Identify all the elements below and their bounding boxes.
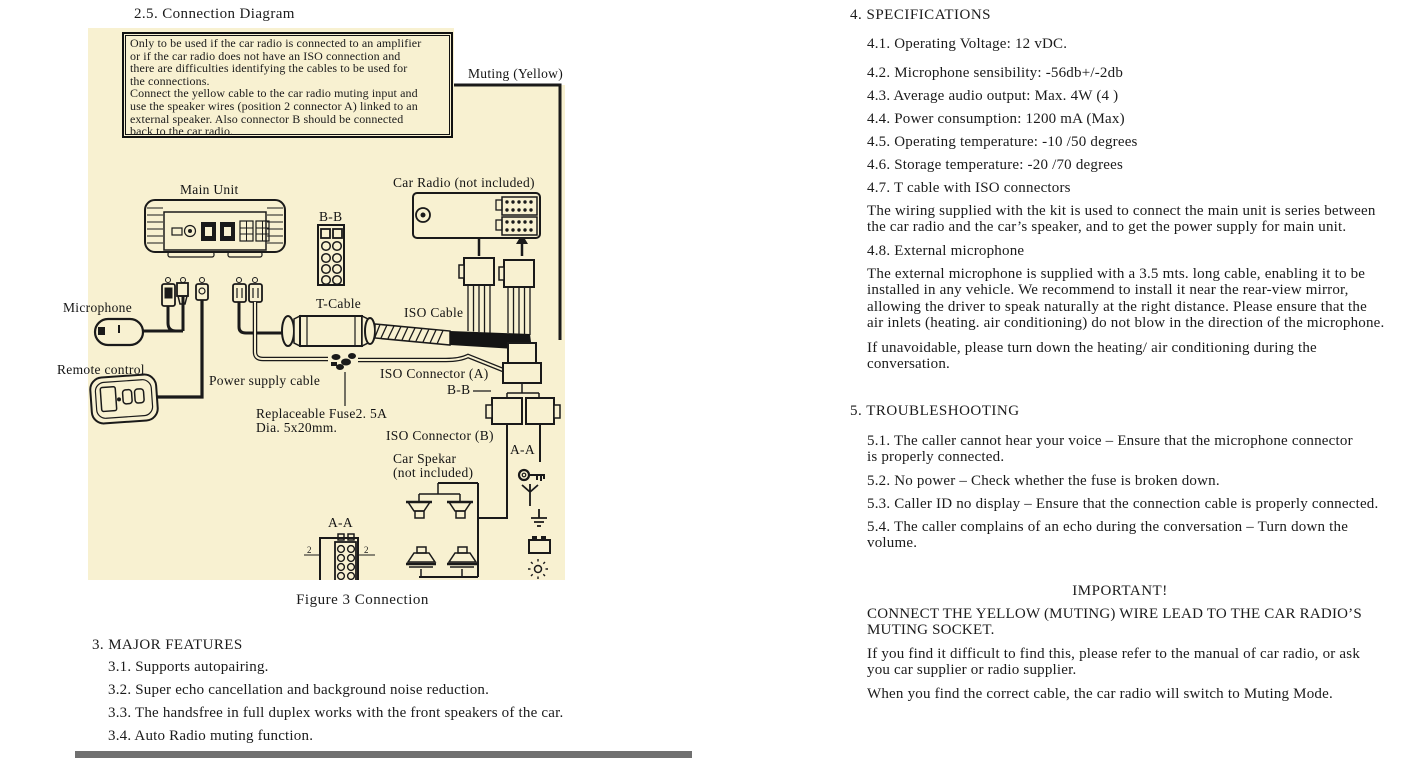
label-aa-side: A-A (510, 442, 535, 457)
specifications-title: 4. SPECIFICATIONS (850, 7, 992, 23)
feature-item: 3.4. Auto Radio muting function. (108, 728, 314, 744)
paragraph-line: The wiring supplied with the kit is used to connect the main unit is series between (867, 203, 1376, 219)
paragraph-line: the car radio and the car’s speaker, and to get the power supply for main unit. (867, 219, 1347, 236)
external-mic-paragraph (867, 266, 1385, 332)
warning-line: Only to be used if the car radio is connected to an amplifier (130, 36, 422, 50)
scan-artifact-bar (75, 751, 692, 758)
label-bb-side: B-B (447, 382, 471, 397)
paragraph-line: CONNECT THE YELLOW (MUTING) WIRE LEAD TO THE CAR RADIO’S (867, 606, 1362, 622)
label-microphone: Microphone (63, 300, 132, 315)
troubleshooting-item (867, 519, 1348, 552)
feature-item: 3.2. Super echo cancellation and background noise reduction. (108, 682, 490, 698)
label-car-radio: Car Radio (not included) (393, 175, 535, 190)
illumination-icon (528, 559, 548, 579)
label-muting-yellow: Muting (Yellow) (468, 66, 564, 81)
battery-icon (529, 536, 550, 553)
spec-item: 4.7. T cable with ISO connectors (867, 180, 1071, 196)
aa-connector-drawing (304, 534, 375, 580)
label-power-supply-cable: Power supply cable (209, 373, 321, 388)
spec-item: 4.8. External microphone (867, 243, 1025, 259)
feature-item: 3.1. Supports autopairing. (108, 659, 269, 675)
remote-control-drawing (89, 374, 158, 424)
spec-item: 4.1. Operating Voltage: 12 vDC. (867, 36, 1068, 52)
paragraph-line: volume. (867, 535, 918, 552)
label-fuse-line1: Replaceable Fuse2. 5A (256, 406, 388, 421)
bb-connector-drawing (318, 225, 344, 285)
paragraph-line: 5.4. The caller complains of an echo during the conversation – Turn down the (867, 519, 1349, 535)
important-find (867, 646, 1360, 679)
paragraph-line: MUTING SOCKET. (867, 622, 995, 639)
label-fuse-line2: Dia. 5x20mm. (256, 420, 338, 435)
warning-line: the connections. (130, 73, 210, 88)
car-speaker-drawing (406, 483, 478, 577)
troubleshooting-item (867, 433, 1353, 466)
right-column (850, 0, 1410, 758)
car-radio-drawing (413, 193, 540, 238)
paragraph-line: 5.2. No power – Check whether the fuse is broken down. (867, 473, 1220, 489)
paragraph-line: When you find the correct cable, the car radio will switch to Muting Mode. (867, 686, 1333, 702)
paragraph-line: If unavoidable, please turn down the heating/ air conditioning during the (867, 340, 1317, 356)
paragraph-line: you car supplier or radio supplier. (867, 662, 1077, 679)
paragraph-line: 5.1. The caller cannot hear your voice – Ensure that the microphone connector (867, 433, 1353, 449)
paragraph-line: The external microphone is supplied with a 3.5 mts. long cable, enabling it to be (867, 266, 1366, 282)
label-car-speaker-line1: Car Spekar (393, 451, 457, 466)
features-title: 3. MAJOR FEATURES (92, 637, 243, 653)
label-aa-bottom: A-A (328, 515, 353, 530)
pin-label-right: 2 (364, 545, 369, 555)
fuse-holder (331, 353, 356, 370)
paragraph-line: installed in any vehicle. We recommend to install it near the rear-view mirror, (867, 282, 1349, 299)
paragraph-line: 5.3. Caller ID no display – Ensure that the connection cable is properly connected. (867, 496, 1379, 512)
paragraph-line: allowing the driver to speak naturally at the right distance. Please ensure that the (867, 298, 1367, 315)
label-main-unit: Main Unit (180, 182, 239, 197)
feature-item: 3.3. The handsfree in full duplex works with the front speakers of the car. (108, 705, 564, 721)
warning-line: use the speaker wires (position 2 connector A) linked to an (130, 98, 418, 113)
ignition-key-icon (519, 470, 545, 481)
connection-diagram (57, 28, 565, 580)
unavoidable-paragraph (867, 340, 1317, 373)
label-bb-top: B-B (319, 209, 343, 224)
label-remote-control: Remote control (57, 362, 145, 377)
wiring-paragraph (867, 203, 1376, 236)
pin-label-left: 2 (307, 545, 312, 555)
spec-item: 4.4. Power consumption: 1200 mA (Max) (867, 111, 1125, 127)
warning-line: external speaker. Also connector B should be connected (130, 111, 404, 126)
antenna-icon (522, 484, 538, 506)
label-t-cable: T-Cable (316, 296, 362, 311)
label-iso-cable: ISO Cable (404, 305, 464, 320)
ground-icon (531, 509, 547, 526)
t-cable-drawing (282, 316, 375, 346)
figure-caption: Figure 3 Connection (296, 592, 429, 608)
troubleshooting-item (867, 473, 1220, 489)
paragraph-line: is properly connected. (867, 449, 1005, 466)
main-unit-plugs (162, 278, 262, 307)
important-when (867, 686, 1333, 702)
paragraph-line: air inlets (heating. air conditioning) do not blow in the direction of the microphone. (867, 315, 1385, 332)
spec-item: 4.6. Storage temperature: -20 /70 degrees (867, 157, 1124, 173)
spec-item: 4.5. Operating temperature: -10 /50 degrees (867, 134, 1138, 150)
label-iso-connector-b: ISO Connector (B) (386, 428, 494, 443)
warning-line: there are difficulties identifying the cables to be used for (130, 61, 408, 76)
spec-item: 4.3. Average audio output: Max. 4W (4 ) (867, 88, 1119, 104)
important-connect (867, 606, 1362, 639)
warning-line: or if the car radio does not have an ISO connection and (130, 48, 401, 63)
warning-box-inner (125, 35, 450, 139)
paragraph-line: If you find it difficult to find this, please refer to the manual of car radio, or ask (867, 646, 1361, 662)
microphone-drawing (95, 319, 143, 345)
important-title: IMPORTANT! (1072, 583, 1168, 599)
warning-line: back to the car radio. (130, 124, 234, 139)
paragraph-line: conversation. (867, 356, 950, 373)
label-iso-connector-a: ISO Connector (A) (380, 366, 489, 381)
section-title-connection-diagram: 2.5. Connection Diagram (134, 6, 295, 22)
spec-item: 4.2. Microphone sensibility: -56db+/-2db (867, 65, 1124, 81)
main-unit-drawing (145, 200, 285, 257)
warning-box (122, 32, 453, 138)
troubleshooting-title: 5. TROUBLESHOOTING (850, 403, 1020, 419)
warning-line: Connect the yellow cable to the car radio muting input and (130, 86, 418, 101)
troubleshooting-item (867, 496, 1378, 512)
label-car-speaker-line2: (not included) (393, 465, 474, 480)
